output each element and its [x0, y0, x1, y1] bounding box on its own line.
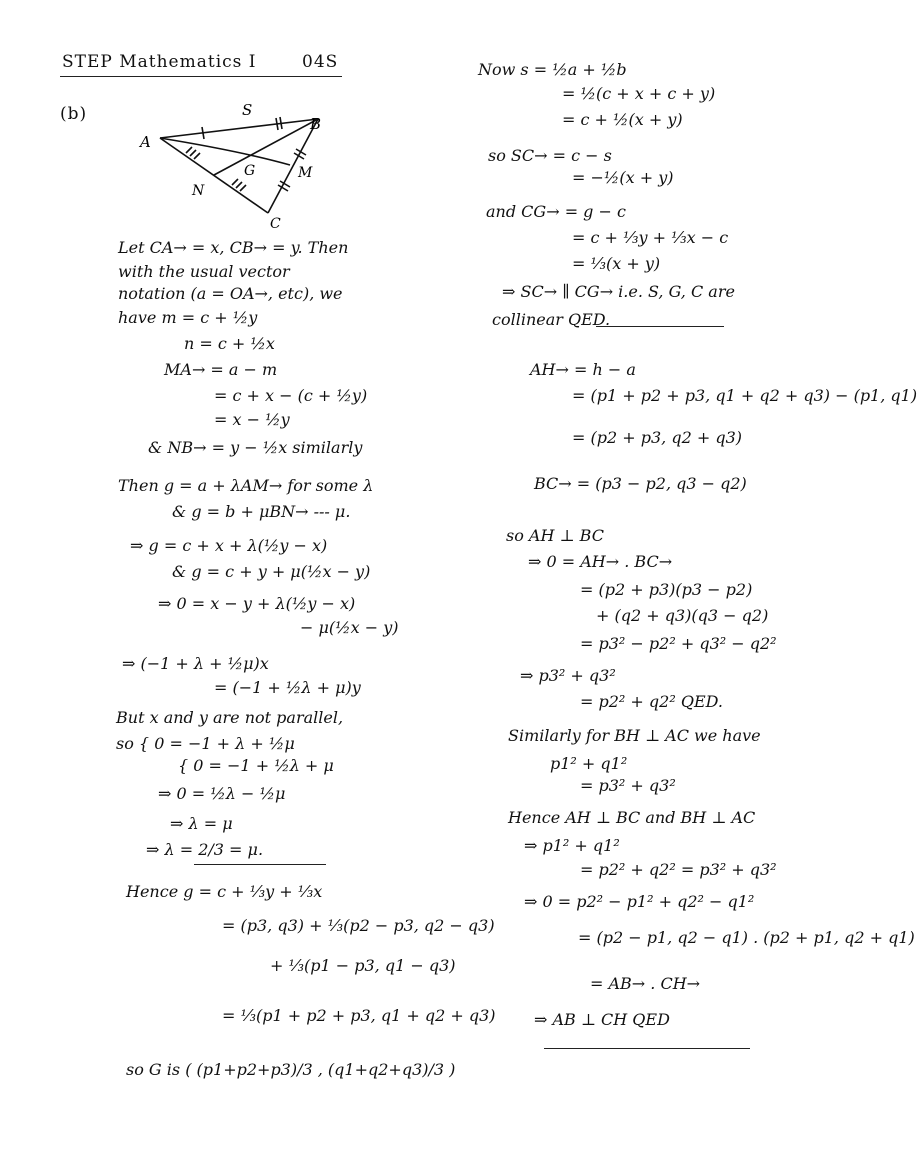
label-M: M — [298, 165, 313, 181]
document-code: 04S — [302, 52, 339, 72]
right-line-8: = ⅓(x + y) — [572, 254, 661, 273]
right-line-29: = (p2 − p1, q2 − q1) . (p2 + p1, q2 + q1) — [578, 928, 915, 947]
right-line-13: = (p2 + p3, q2 + q3) — [572, 428, 742, 447]
left-line-2: with the usual vector — [118, 262, 290, 281]
left-line-22: ⇒ λ = μ — [170, 814, 233, 833]
left-line-26: + ⅓(p1 − p3, q1 − q3) — [270, 956, 456, 975]
left-line-16: ⇒ (−1 + λ + ½μ)x — [122, 654, 269, 673]
right-line-28: ⇒ 0 = p2² − p1² + q2² − q1² — [524, 892, 755, 911]
right-line-21: = p2² + q2² QED. — [580, 692, 723, 711]
label-N: N — [192, 183, 205, 199]
right-line-25: Hence AH ⊥ BC and BH ⊥ AC — [508, 808, 756, 827]
right-line-3: = c + ½(x + y) — [562, 110, 683, 129]
left-line-5: n = c + ½x — [184, 334, 275, 353]
label-S: S — [242, 101, 253, 119]
triangle-diagram — [130, 95, 340, 235]
right-line-17: = (p2 + p3)(p3 − p2) — [580, 580, 753, 599]
left-line-3: notation (a = OA→, etc), we — [118, 284, 343, 303]
right-line-22: Similarly for BH ⊥ AC we have — [508, 726, 761, 745]
right-line-23: p1² + q1² — [550, 754, 628, 773]
right-line-20: ⇒ p3² + q3² — [520, 666, 616, 685]
label-B: B — [310, 115, 322, 133]
right-line-27: = p2² + q2² = p3² + q3² — [580, 860, 777, 879]
right-line-9: ⇒ SC→ ∥ CG→ i.e. S, G, C are — [502, 282, 735, 301]
left-line-9: & NB→ = y − ½x similarly — [148, 438, 363, 457]
right-line-5: = −½(x + y) — [572, 168, 674, 187]
label-C: C — [270, 216, 281, 232]
right-line-6: and CG→ = g − c — [486, 202, 626, 221]
left-line-6: MA→ = a − m — [164, 360, 278, 379]
qed-underline — [596, 326, 724, 327]
right-line-15: so AH ⊥ BC — [506, 526, 604, 545]
right-line-31: ⇒ AB ⊥ CH QED — [534, 1010, 670, 1029]
right-line-2: = ½(c + x + c + y) — [562, 84, 716, 103]
left-line-18: But x and y are not parallel, — [116, 708, 344, 727]
left-line-20: { 0 = −1 + ½λ + μ — [178, 756, 334, 775]
right-line-14: BC→ = (p3 − p2, q3 − q2) — [534, 474, 747, 493]
left-line-11: & g = b + μBN→ --- μ. — [172, 502, 351, 521]
label-A: A — [140, 133, 151, 151]
right-line-30: = AB→ . CH→ — [590, 974, 701, 993]
right-line-24: = p3² + q3² — [580, 776, 676, 795]
left-line-1: Let CA→ = x, CB→ = y. Then — [118, 238, 349, 257]
left-line-13: & g = c + y + μ(½x − y) — [172, 562, 371, 581]
left-line-8: = x − ½y — [214, 410, 290, 429]
left-line-27: = ⅓(p1 + p2 + p3, q1 + q2 + q3) — [222, 1006, 496, 1025]
title-underline — [60, 76, 342, 77]
left-line-10: Then g = a + λAM→ for some λ — [118, 476, 374, 495]
right-line-7: = c + ⅓y + ⅓x − c — [572, 228, 729, 247]
part-label: (b) — [60, 104, 88, 124]
left-line-24: Hence g = c + ⅓y + ⅓x — [126, 882, 323, 901]
right-line-19: = p3² − p2² + q3² − q2² — [580, 634, 777, 653]
side-AB — [160, 119, 318, 138]
left-line-23: ⇒ λ = 2/3 = μ. — [146, 840, 264, 859]
left-line-14: ⇒ 0 = x − y + λ(½y − x) — [158, 594, 356, 613]
right-line-10: collinear QED. — [492, 310, 611, 329]
right-line-16: ⇒ 0 = AH→ . BC→ — [528, 552, 673, 571]
right-line-4: so SC→ = c − s — [488, 146, 612, 165]
document-title: STEP Mathematics I — [62, 52, 257, 72]
left-line-4: have m = c + ½y — [118, 308, 258, 327]
left-line-15: − μ(½x − y) — [300, 618, 399, 637]
left-line-25: = (p3, q3) + ⅓(p2 − p3, q2 − q3) — [222, 916, 495, 935]
left-line-21: ⇒ 0 = ½λ − ½μ — [158, 784, 286, 803]
result-underline — [194, 864, 326, 865]
right-line-12: = (p1 + p2 + p3, q1 + q2 + q3) − (p1, q1) — [572, 386, 917, 405]
end-rule — [544, 1048, 750, 1049]
left-line-17: = (−1 + ½λ + μ)y — [214, 678, 361, 697]
left-line-7: = c + x − (c + ½y) — [214, 386, 368, 405]
left-line-28: so G is ( (p1+p2+p3)/3 , (q1+q2+q3)/3 ) — [126, 1060, 456, 1079]
right-line-26: ⇒ p1² + q1² — [524, 836, 620, 855]
left-line-19: so { 0 = −1 + λ + ½μ — [116, 734, 295, 753]
right-line-1: Now s = ½a + ½b — [478, 60, 627, 79]
right-line-18: + (q2 + q3)(q3 − q2) — [596, 606, 769, 625]
right-line-11: AH→ = h − a — [530, 360, 636, 379]
label-G: G — [244, 163, 256, 179]
left-line-12: ⇒ g = c + x + λ(½y − x) — [130, 536, 328, 555]
